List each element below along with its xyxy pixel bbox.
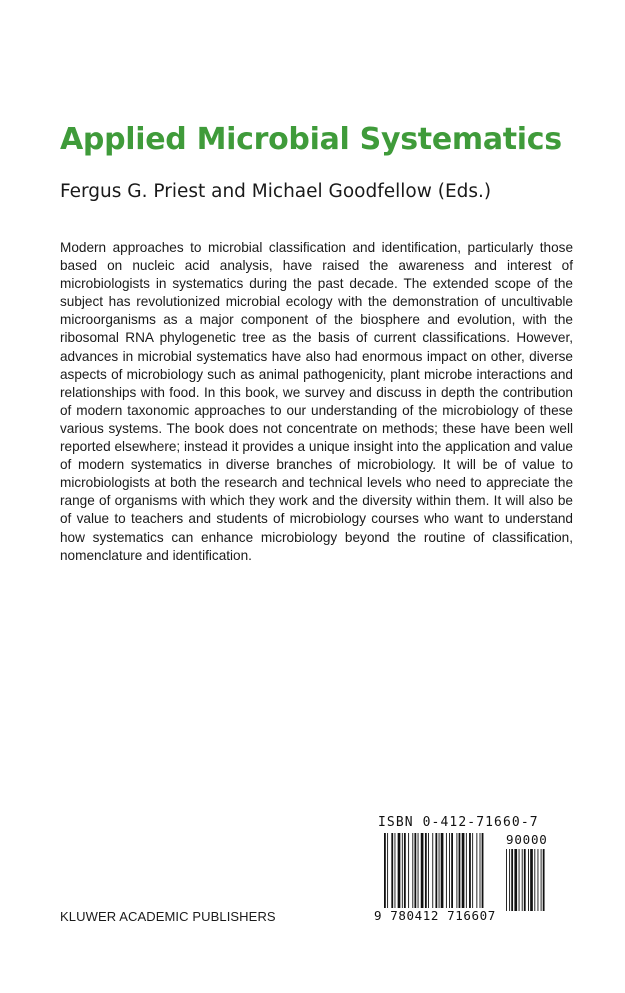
book-description: Modern approaches to microbial classification and identification, particularly those based on nucleic acid analysis, have raised the awareness and interest of microbiologists in systematics during the past decade. The extended scope of the subject has revolutionized microbial ecology with the demonstration of uncultivable microorganisms as a major component of the biosphere and evolution, with the ribosomal RNA phylogenetic tree as the basis of current classifications. However, advances in microbial systematics have also had enormous impact on other, diverse aspects of microbiology such as animal pathogenicity, plant microbe interactions and relationships with food. In this book, we survey and discuss in depth the contribution of modern taxonomic approaches to our understanding of the microbiology of these various systems. The book does not concentrate on methods; these have been well reported elsewhere; instead it provides a unique insight into the application and value of modern systematics in diverse branches of microbiology. It will be of value to microbiologists at both the research and technical levels who need to appreciate the range of organisms with which they work and the diversity within them. It will also be of value to teachers and students of microbiology courses who want to understand how systematics can enhance microbiology beyond the routine of classification, nomenclature and identification. [60,240,573,563]
book-authors: Fergus G. Priest and Michael Goodfellow (Eds.) [60,181,492,202]
ean-digits: 9 780412 716607 [374,908,496,923]
publisher-name: KLUWER ACADEMIC PUBLISHERS [60,909,276,924]
isbn-label: ISBN 0-412-71660-7 [378,815,539,830]
price-code: 90000 [506,832,548,847]
isbn-barcode [372,815,560,927]
book-title: Applied Microbial Systematics [60,122,562,157]
